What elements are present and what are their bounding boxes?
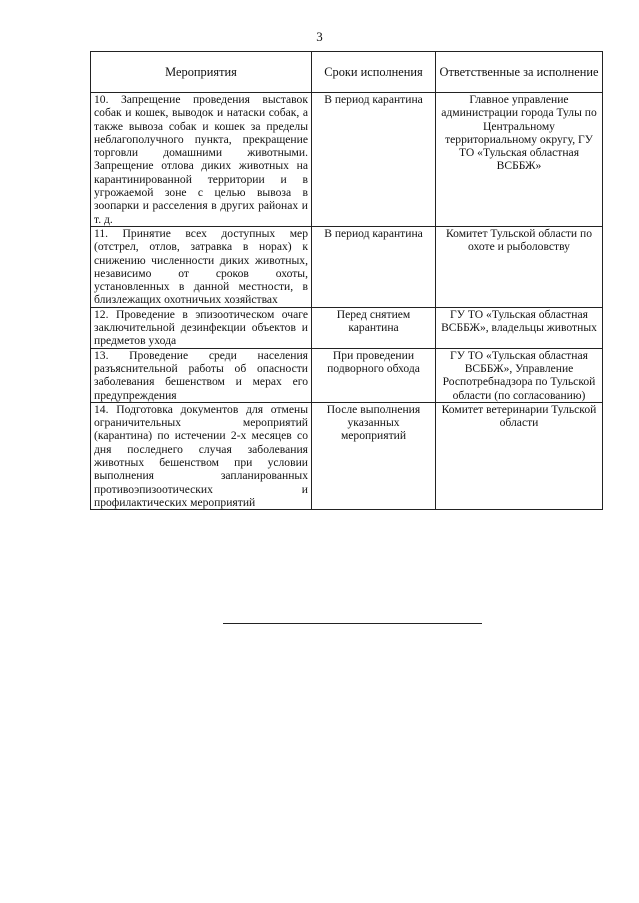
table-row (91, 226, 603, 307)
row-action: 14. Подготовка документов для отмены ограничительных мероприятий (карантина) по истечении 2-х месяцев со дня последнего случая заболевания животных бешенством при условии выполнения запланированных противоэпизоотических и профилактических мероприятий (91, 402, 312, 509)
row-action: 10. Запрещение проведения выставок собак и кошек, выводок и натаски собак, а также вывоза собак и кошек за пределы неблагополучного пункта, прекращение торговли домашними животными. Запрещение отлова диких животных на карантинированной территории и в угрожаемой зоне с целью вывоза в зоопарки и расселения в других районах и т. д. (91, 93, 312, 227)
header-term: Сроки исполнения (312, 52, 436, 93)
row-responsible: Главное управление администрации города Тулы по Центральному территориальному округу, ГУ ТО «Тульская областная ВСББЖ» (436, 93, 603, 227)
row-term: Перед снятием карантина (312, 307, 436, 348)
row-term: В период карантина (312, 226, 436, 307)
row-term: В период карантина (312, 93, 436, 227)
row-term: После выполнения указанных мероприятий (312, 402, 436, 509)
row-term: При проведении подворного обхода (312, 348, 436, 402)
row-responsible: Комитет Тульской области по охоте и рыболовству (436, 226, 603, 307)
table-row (91, 93, 603, 227)
measures-table (90, 51, 603, 510)
table-row (91, 307, 603, 348)
row-responsible: ГУ ТО «Тульская областная ВСББЖ», владельцы животных (436, 307, 603, 348)
row-action: 11. Принятие всех доступных мер (отстрел, отлов, затравка в норах) к снижению численности диких животных, независимо от сроков охоты, установленных в данной местности, в близлежащих охотничьих хозяйствах (91, 226, 312, 307)
table-row (91, 402, 603, 509)
row-action: 13. Проведение среди населения разъяснительной работы об опасности заболевания бешенством и мерах его предупреждения (91, 348, 312, 402)
page-number: 3 (316, 29, 323, 44)
header-responsible: Ответственные за исполнение (436, 52, 603, 93)
table-row (91, 348, 603, 402)
row-responsible: Комитет ветеринарии Тульской области (436, 402, 603, 509)
table-header-row (91, 52, 603, 93)
header-action: Мероприятия (91, 52, 312, 93)
row-responsible: ГУ ТО «Тульская областная ВСББЖ», Управление Роспотребнадзора по Тульской области (по согласованию) (436, 348, 603, 402)
end-of-document-rule (223, 623, 482, 624)
row-action: 12. Проведение в эпизоотическом очаге заключительной дезинфекции объектов и предметов ухода (91, 307, 312, 348)
